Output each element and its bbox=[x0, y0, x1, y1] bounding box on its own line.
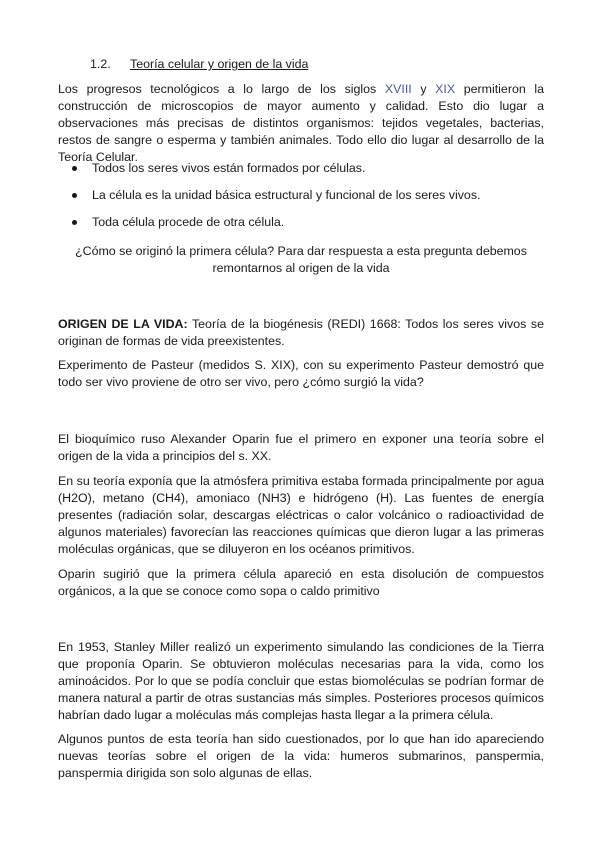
question-line-1: ¿Cómo se originó la primera célula? Para dar respuesta a esta pregunta debemos bbox=[75, 244, 527, 258]
origen-text: Teoría de la biogénesis (REDI) 1668: Todos los seres vivos se originan de formas de vida preexistentes. bbox=[58, 317, 544, 348]
pasteur-paragraph: Experimento de Pasteur (medidos S. XIX), con su experimento Pasteur demostró que todo ser vivo proviene de otro ser vivo, pero ¿cómo surgió la vida? bbox=[58, 358, 544, 389]
list-item bbox=[72, 214, 542, 241]
list-item-text: Toda célula procede de otra célula. bbox=[92, 215, 285, 229]
list-item-text: La célula es la unidad básica estructural y funcional de los seres vivos. bbox=[92, 188, 481, 202]
bullet-icon bbox=[72, 193, 77, 198]
intro-paragraph bbox=[58, 81, 544, 166]
list-item bbox=[72, 160, 542, 187]
question-paragraph bbox=[58, 243, 544, 277]
intro-text: permitieron la construcción de microscopios de mayor aumento y calidad. Esto dio lugar a observaciones más precisas de distintos organismos: tejidos vegetales, bacterias, restos de sangre o esperma y también animales. Todo ello dio lugar al desarrollo de la Teoría Celular. bbox=[58, 82, 544, 164]
intro-text: y bbox=[411, 82, 436, 96]
list-item bbox=[72, 187, 542, 214]
section-title: Teoría celular y origen de la vida bbox=[130, 57, 309, 71]
origen-label: ORIGEN DE LA VIDA: bbox=[58, 317, 188, 331]
bullet-icon bbox=[72, 220, 77, 225]
oparin-soup-paragraph: Oparin sugirió que la primera célula apareció en esta disolución de compuestos orgánicos, a la que se conoce como sopa o caldo primitivo bbox=[58, 567, 544, 598]
section-heading bbox=[90, 56, 490, 73]
list-item-text: Todos los seres vivos están formados por células. bbox=[92, 161, 366, 175]
origen-paragraph bbox=[58, 316, 544, 350]
intro-text: Los progresos tecnológicos a lo largo de los siglos bbox=[58, 82, 385, 96]
bullet-icon bbox=[72, 166, 77, 171]
section-number: 1.2. bbox=[90, 57, 111, 71]
question-line-2: remontarnos al origen de la vida bbox=[212, 261, 390, 275]
questioned-paragraph: Algunos puntos de esta teoría han sido cuestionados, por lo que han ido apareciendo nuevas teorías sobre el origen de la vida: humeros submarinos, panspermia, panspermia dirigida son solo algunas de ellas. bbox=[58, 732, 544, 780]
oparin-theory-paragraph: En su teoría exponía que la atmósfera primitiva estaba formada principalmente por agua (H2O), metano (CH4), amoniaco (NH3) e hidrógeno (H). Las fuentes de energía presentes (radiación solar, descargas eléctricas o calor volcánico o radioactividad de algunos materiales) favorecían las reacciones químicas que dieron lugar a las primeras moléculas orgánicas, que se diluyeron en los océanos primitivos. bbox=[58, 474, 544, 556]
miller-paragraph: En 1953, Stanley Miller realizó un experimento simulando las condiciones de la Tierra que proponía Oparin. Se obtuvieron moléculas necesarias para la vida, como los aminoácidos. Por lo que se podía concluir que estas biomoléculas se podrían formar de manera natural a partir de otras sustancias más simples. Posteriores procesos químicos habrían dado lugar a moléculas más complejas hasta llegar a la primera célula. bbox=[58, 640, 544, 722]
oparin-intro-paragraph: El bioquímico ruso Alexander Oparin fue el primero en exponer una teoría sobre el origen de la vida a principios del s. XX. bbox=[58, 432, 544, 463]
cell-theory-list bbox=[72, 160, 542, 241]
century-xix: XIX bbox=[435, 82, 456, 96]
century-xviii: XVIII bbox=[384, 82, 412, 96]
